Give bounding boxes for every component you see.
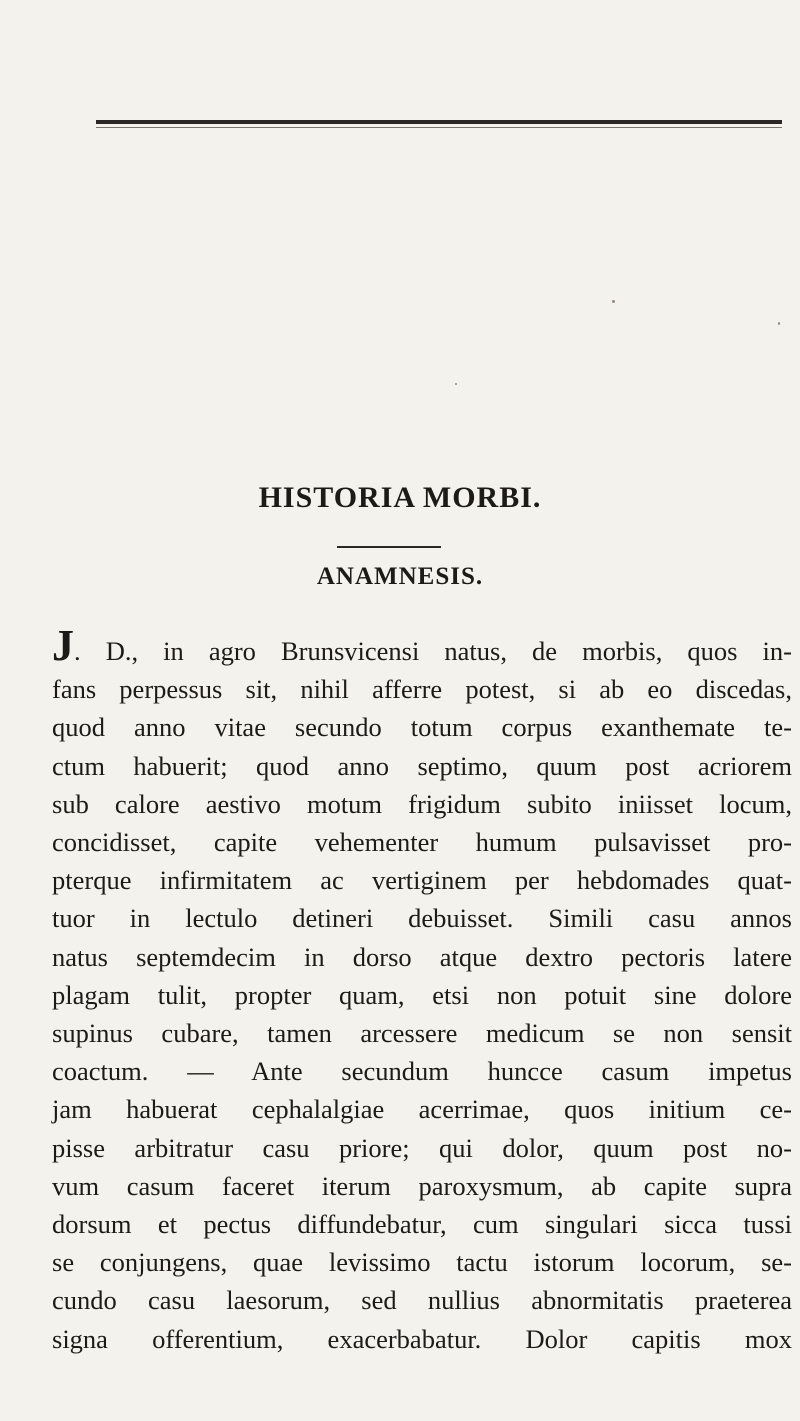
text-line: pterque infirmitatem ac vertiginem per hebdomades quat- (52, 865, 792, 896)
drop-cap: J (52, 621, 74, 670)
paper-speck (612, 300, 615, 303)
page-title: HISTORIA MORBI. (258, 481, 542, 514)
text-line: natus septemdecim in dorso atque dextro pectoris latere (52, 941, 792, 972)
text-line: coactum. — Ante secundum huncce casum impetus (52, 1056, 792, 1087)
top-rule (96, 120, 782, 124)
section-title: ANAMNESIS. (316, 563, 484, 590)
text-line: supinus cubare, tamen arcessere medicum se non sensit (52, 1018, 792, 1049)
text-line-1-rest: . D., in agro Brunsvicensi natus, de morbis, quos in- (74, 636, 792, 666)
text-line: cundo casu laesorum, sed nullius abnormitatis praeterea (52, 1285, 792, 1316)
text-line-1 (52, 621, 792, 670)
text-line: se conjungens, quae levissimo tactu istorum locorum, se- (52, 1247, 792, 1278)
text-line: plagam tulit, propter quam, etsi non potuit sine dolore (52, 979, 792, 1010)
text-line: dorsum et pectus diffundebatur, cum singulari sicca tussi (52, 1209, 792, 1240)
title-divider (337, 546, 441, 548)
top-rule-fine (96, 127, 782, 128)
text-line: vum casum faceret iterum paroxysmum, ab capite supra (52, 1170, 792, 1201)
text-line: pisse arbitratur casu priore; qui dolor, quum post no- (52, 1132, 792, 1163)
text-line: quod anno vitae secundo totum corpus exanthemate te- (52, 712, 792, 743)
text-line: concidisset, capite vehementer humum pulsavisset pro- (52, 827, 792, 858)
paper-speck (778, 322, 780, 325)
paper-speck (455, 383, 457, 385)
text-line: jam habuerat cephalalgiae acerrimae, quos initium ce- (52, 1094, 792, 1125)
text-line: tuor in lectulo detineri debuisset. Simili casu annos (52, 903, 792, 934)
text-line: ctum habuerit; quod anno septimo, quum post acriorem (52, 750, 792, 781)
text-line: fans perpessus sit, nihil afferre potest, si ab eo discedas, (52, 674, 792, 705)
text-line: signa offerentium, exacerbabatur. Dolor capitis mox (52, 1323, 792, 1354)
text-line: sub calore aestivo motum frigidum subito iniisset locum, (52, 788, 792, 819)
body-paragraph (52, 621, 792, 1358)
